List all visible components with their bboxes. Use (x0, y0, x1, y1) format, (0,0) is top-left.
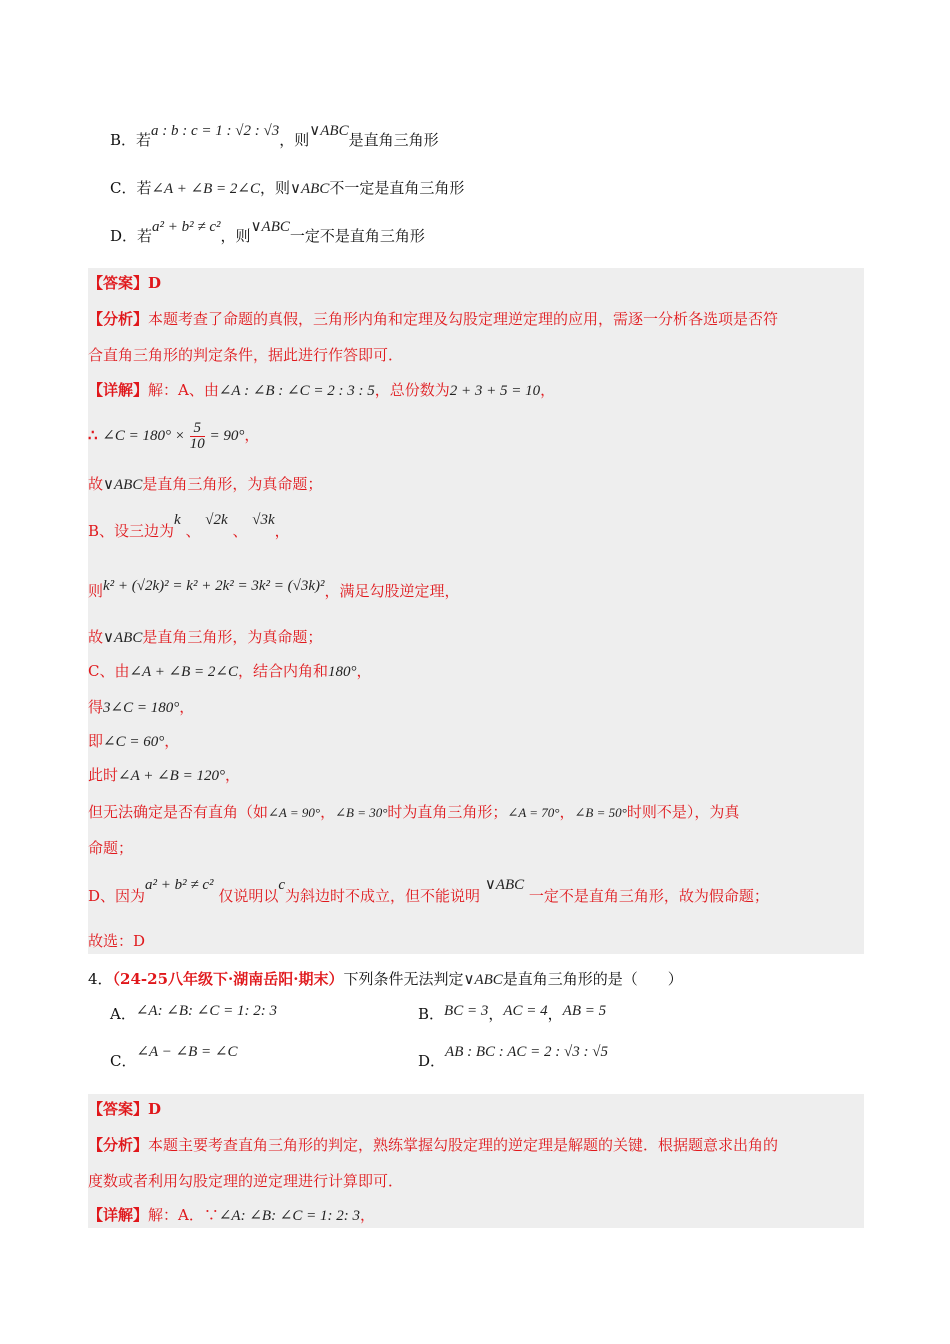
detail-line-b-calc: 则k² + (√2k)² = k² + 2k² = 3k² = (√3k)²，满足勾股逆定理， (88, 578, 460, 600)
q4-option-b: B．BC = 3，AC = 4，AB = 5 (418, 1003, 607, 1023)
conclusion-b: 故∨ABC是直角三角形，为真命题； (88, 628, 323, 646)
option-d: D．若a² + b² ≠ c²，则∨ABC一定不是直角三角形 (110, 219, 425, 245)
q4-option-d: D．AB : BC : AC = 2 : √3 : √5 (418, 1044, 608, 1070)
question-4-stem: 4．（24-25八年级下·湖南岳阳·期末）下列条件无法判定∨ABC是直角三角形的是（ ） (88, 970, 683, 988)
option-b: B．若a : b : c = 1 : √2 : √3，则∨ABC是直角三角形 (110, 123, 439, 149)
option-b-math: a : b : c = 1 : √2 : √3 (151, 123, 280, 139)
final-choice: 故选：D (88, 932, 146, 950)
q4-option-c: C．∠A − ∠B = ∠C (110, 1044, 238, 1070)
question-source: （24-25八年级下·湖南岳阳·期末） (112, 970, 344, 988)
answer-line: 【答案】D (88, 274, 162, 292)
detail-line-b: B、设三边为k 、 √2k 、 √3k， (88, 512, 290, 540)
detail-line-d: D、因为a² + b² ≠ c² 仅说明以c为斜边时不成立，但不能说明 ∨ABC 一定不是直角三角形，故为假命题； (88, 877, 769, 905)
q4-option-a: A．∠A: ∠B: ∠C = 1: 2: 3 (110, 1003, 277, 1023)
detail-line-c: C、由∠A + ∠B = 2∠C，结合内角和180°， (88, 662, 372, 680)
detail-line-ji: 即∠C = 60°， (88, 732, 180, 750)
detail-line-dan: 但无法确定是否有直角（如∠A = 90°，∠B = 30°时为直角三角形；∠A = 70°，∠B = 50°时则不是），为真 (88, 803, 740, 821)
detail-line-c-calc: ∴ ∠C = 180° × $\frac{5}{10}$ = 90°， (88, 419, 260, 452)
detail-line-cishi: 此时∠A + ∠B = 120°， (88, 766, 240, 784)
option-c-math: ∠A + ∠B = 2∠C (151, 181, 260, 197)
answer-box-1 (88, 268, 864, 954)
conclusion-a: 故∨ABC是直角三角形，为真命题； (88, 475, 323, 493)
analysis-line-2: 合直角三角形的判定条件，据此进行作答即可． (88, 346, 404, 364)
detail2-line-1: 【详解】解：A．∵∠A: ∠B: ∠C = 1: 2: 3， (88, 1206, 376, 1224)
detail-line-dan-2: 命题； (88, 839, 134, 857)
option-d-math: a² + b² ≠ c² (152, 219, 221, 235)
option-c: C．若∠A + ∠B = 2∠C，则∨ABC不一定是直角三角形 (110, 179, 465, 197)
analysis-line-1: 【分析】本题考查了命题的真假，三角形内角和定理及勾股定理逆定理的应用，需逐一分析各选项是否符 (88, 310, 779, 328)
answer-line-2: 【答案】D (88, 1100, 162, 1118)
analysis2-line-2: 度数或者利用勾股定理的逆定理进行计算即可． (88, 1172, 404, 1190)
answer-box-2 (88, 1094, 864, 1228)
analysis2-line-1: 【分析】本题主要考查直角三角形的判定，熟练掌握勾股定理的逆定理是解题的关键．根据题意求出角的 (88, 1136, 779, 1154)
detail-line-de: 得3∠C = 180°， (88, 698, 195, 716)
detail-line-a: 【详解】解：A、由∠A : ∠B : ∠C = 2 : 3 : 5，总份数为2 + 3 + 5 = 10， (88, 381, 556, 399)
